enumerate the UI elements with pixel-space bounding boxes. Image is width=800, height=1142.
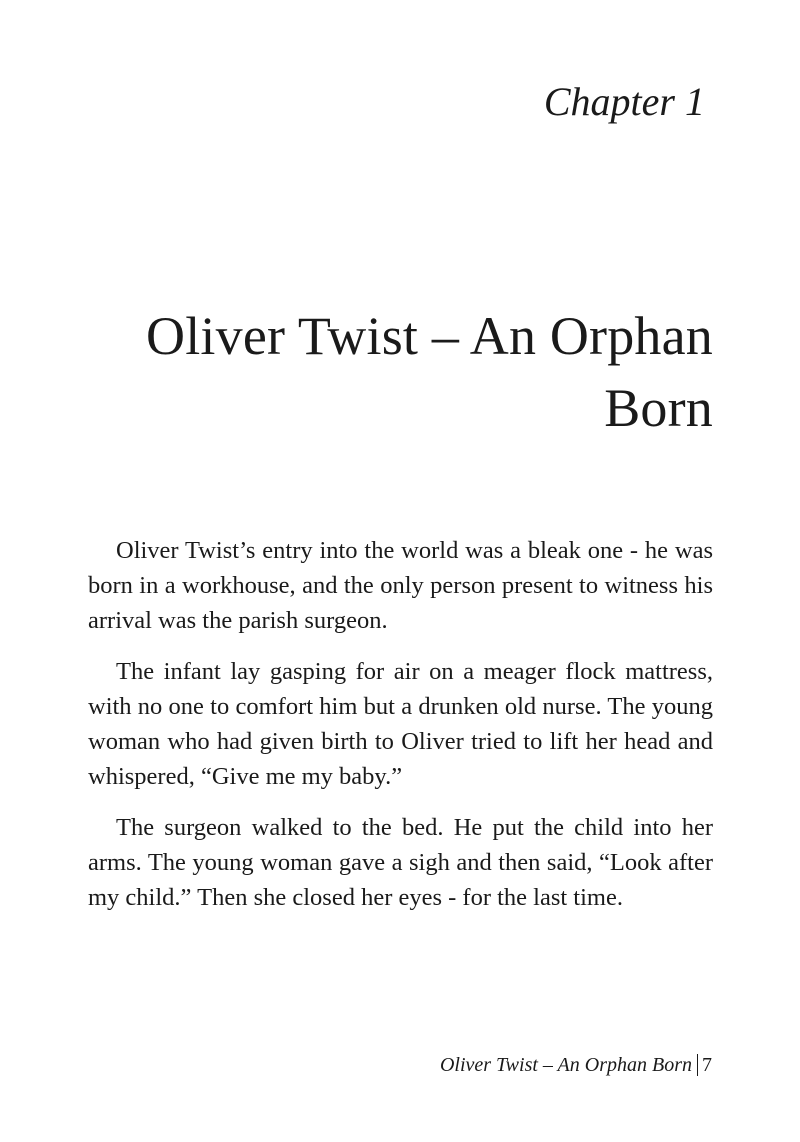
page-number: 7 [702, 1054, 712, 1076]
footer-divider [697, 1054, 698, 1076]
paragraph: The infant lay gasping for air on a meager flock mattress, with no one to comfort him but a drunken old nurse. The young woman who had given birth to Oliver tried to lift her head and whispered, “Give me my baby.” [88, 658, 713, 790]
running-title: Oliver Twist – An Orphan Born [439, 1054, 692, 1076]
chapter-title-line-1: Oliver Twist – An Orphan [146, 306, 713, 366]
page-footer [440, 1052, 712, 1078]
body-text [88, 533, 713, 931]
chapter-label: Chapter 1 [543, 79, 705, 124]
chapter-title-line-2: Born [604, 378, 713, 438]
paragraph: Oliver Twist’s entry into the world was a bleak one - he was born in a workhouse, and the only person present to witness his arrival was the parish surgeon. [88, 537, 713, 634]
paragraph: The surgeon walked to the bed. He put the child into her arms. The young woman gave a sigh and then said, “Look after my child.” Then she closed her eyes - for the last time. [88, 814, 713, 911]
chapter-title [88, 300, 713, 444]
